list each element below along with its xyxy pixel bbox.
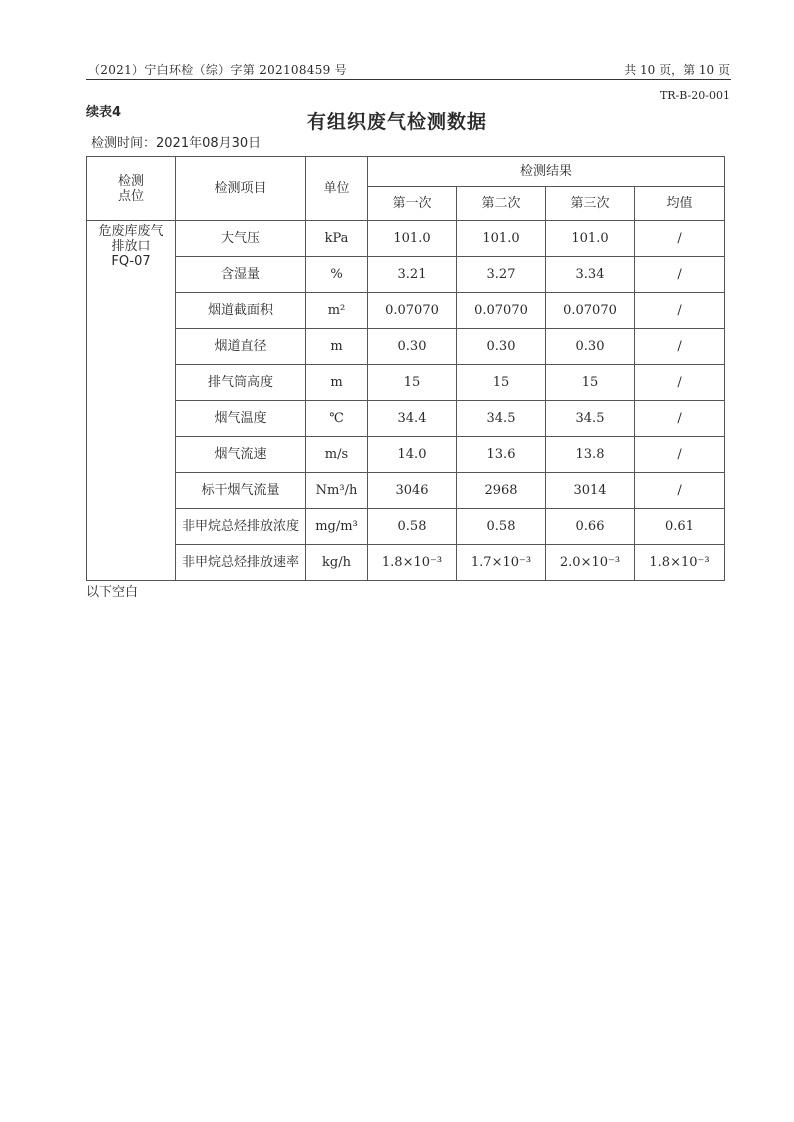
table-row bbox=[87, 257, 725, 293]
run1-cell: 3.21 bbox=[368, 257, 457, 293]
table-row bbox=[87, 329, 725, 365]
header-site-line1: 检测 bbox=[117, 173, 144, 189]
run3-cell: 0.07070 bbox=[546, 293, 635, 329]
unit-cell: Nm³/h bbox=[306, 473, 368, 509]
item-cell: 烟气流速 bbox=[176, 437, 306, 473]
run2-cell: 13.6 bbox=[457, 437, 546, 473]
unit-cell: m/s bbox=[306, 437, 368, 473]
table-row bbox=[87, 545, 725, 581]
run3-cell: 0.66 bbox=[546, 509, 635, 545]
table-row bbox=[87, 293, 725, 329]
footer-note: 以下空白 bbox=[86, 585, 139, 600]
item-cell: 非甲烷总烃排放浓度 bbox=[176, 509, 306, 545]
site-line3: FQ-07 bbox=[111, 254, 151, 269]
unit-cell: kPa bbox=[306, 221, 368, 257]
mean-cell: 0.61 bbox=[635, 509, 725, 545]
header-run2: 第二次 bbox=[457, 187, 546, 221]
emission-data-table bbox=[86, 156, 725, 581]
run2-cell: 0.07070 bbox=[457, 293, 546, 329]
run3-cell: 0.30 bbox=[546, 329, 635, 365]
run1-cell: 101.0 bbox=[368, 221, 457, 257]
page-info: 共 10 页，第 10 页 bbox=[624, 63, 730, 77]
page-title: 有组织废气检测数据 bbox=[306, 111, 487, 133]
item-cell: 标干烟气流量 bbox=[176, 473, 306, 509]
header-row bbox=[87, 157, 725, 187]
run3-cell: 3014 bbox=[546, 473, 635, 509]
table-number: 续表4 bbox=[86, 105, 122, 120]
run2-cell: 34.5 bbox=[457, 401, 546, 437]
header-results: 检测结果 bbox=[368, 157, 725, 187]
unit-cell: ℃ bbox=[306, 401, 368, 437]
run2-cell: 101.0 bbox=[457, 221, 546, 257]
mean-cell: / bbox=[635, 221, 725, 257]
run1-cell: 3046 bbox=[368, 473, 457, 509]
mean-cell: 1.8×10⁻³ bbox=[635, 545, 725, 581]
run2-cell: 0.58 bbox=[457, 509, 546, 545]
unit-cell: % bbox=[306, 257, 368, 293]
header-item: 检测项目 bbox=[176, 157, 306, 221]
run1-cell: 0.07070 bbox=[368, 293, 457, 329]
mean-cell: / bbox=[635, 437, 725, 473]
run3-cell: 13.8 bbox=[546, 437, 635, 473]
run1-cell: 34.4 bbox=[368, 401, 457, 437]
run3-cell: 15 bbox=[546, 365, 635, 401]
table-row bbox=[87, 473, 725, 509]
site-cell bbox=[87, 221, 176, 581]
item-cell: 烟道直径 bbox=[176, 329, 306, 365]
header-site-line2: 点位 bbox=[117, 188, 144, 204]
table-row bbox=[87, 221, 725, 257]
run3-cell: 3.34 bbox=[546, 257, 635, 293]
header-run1: 第一次 bbox=[368, 187, 457, 221]
mean-cell: / bbox=[635, 401, 725, 437]
run1-cell: 1.8×10⁻³ bbox=[368, 545, 457, 581]
mean-cell: / bbox=[635, 473, 725, 509]
item-cell: 大气压 bbox=[176, 221, 306, 257]
item-cell: 含湿量 bbox=[176, 257, 306, 293]
form-code: TR-B-20-001 bbox=[659, 89, 730, 102]
site-line1: 危废库废气 bbox=[98, 224, 164, 239]
header-unit: 单位 bbox=[306, 157, 368, 221]
unit-cell: m² bbox=[306, 293, 368, 329]
run2-cell: 1.7×10⁻³ bbox=[457, 545, 546, 581]
run3-cell: 101.0 bbox=[546, 221, 635, 257]
test-date: 检测时间：2021年08月30日 bbox=[91, 136, 262, 151]
run1-cell: 0.30 bbox=[368, 329, 457, 365]
run2-cell: 3.27 bbox=[457, 257, 546, 293]
run1-cell: 14.0 bbox=[368, 437, 457, 473]
table-row bbox=[87, 401, 725, 437]
run3-cell: 34.5 bbox=[546, 401, 635, 437]
site-line2: 排放口 bbox=[111, 239, 151, 254]
run1-cell: 0.58 bbox=[368, 509, 457, 545]
item-cell: 烟气温度 bbox=[176, 401, 306, 437]
run2-cell: 0.30 bbox=[457, 329, 546, 365]
table-row bbox=[87, 509, 725, 545]
unit-cell: m bbox=[306, 329, 368, 365]
unit-cell: mg/m³ bbox=[306, 509, 368, 545]
report-number: （2021）宁白环检（综）字第 202108459 号 bbox=[88, 63, 347, 77]
run2-cell: 2968 bbox=[457, 473, 546, 509]
run2-cell: 15 bbox=[457, 365, 546, 401]
header-run3: 第三次 bbox=[546, 187, 635, 221]
mean-cell: / bbox=[635, 257, 725, 293]
header-divider bbox=[86, 79, 731, 80]
mean-cell: / bbox=[635, 329, 725, 365]
item-cell: 排气筒高度 bbox=[176, 365, 306, 401]
table-row bbox=[87, 365, 725, 401]
header-mean: 均值 bbox=[635, 187, 725, 221]
header-site bbox=[87, 157, 176, 221]
unit-cell: m bbox=[306, 365, 368, 401]
item-cell: 烟道截面积 bbox=[176, 293, 306, 329]
table-row bbox=[87, 437, 725, 473]
run3-cell: 2.0×10⁻³ bbox=[546, 545, 635, 581]
item-cell: 非甲烷总烃排放速率 bbox=[176, 545, 306, 581]
mean-cell: / bbox=[635, 365, 725, 401]
run1-cell: 15 bbox=[368, 365, 457, 401]
mean-cell: / bbox=[635, 293, 725, 329]
unit-cell: kg/h bbox=[306, 545, 368, 581]
